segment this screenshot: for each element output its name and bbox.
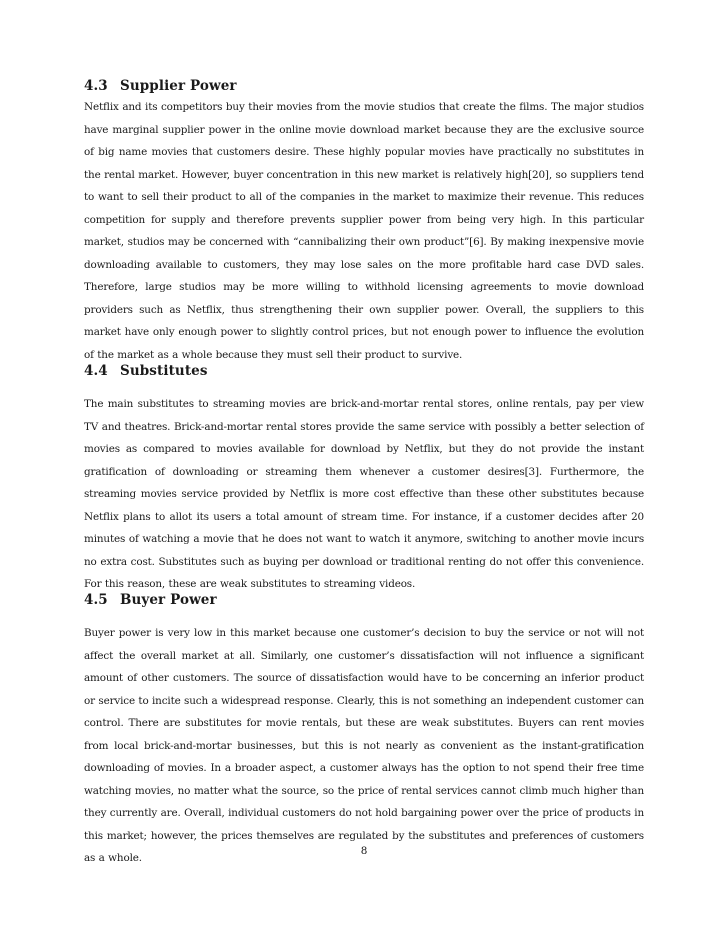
paragraph-supplier-power: Netflix and its competitors buy their movies from the movie studios that create the films. The major studios have marginal supplier power in the online movie download market because they are the exclusive source of big name movies that customers desire. These highly popular movies have practically no substitutes in the rental market. However, buyer concentration in this new market is relatively high[20], so suppliers tend to want to sell their product to all of the companies in the market to maximize their revenue. This reduces competition for supply and therefore prevents supplier power from being very high. In this particular market, studios may be concerned with “cannibalizing their own product”[6]. By making inexpensive movie downloading available to customers, they may lose sales on the more profitable hard case DVD sales. Therefore, large studios may be more willing to withhold licensing agreements to movie download providers such as Netflix, thus strengthening their own supplier power. Overall, the suppliers to this market have only enough power to slightly control prices, but not enough power to influence the evolution of the market as a whole because they must sell their product to survive. xyxy=(84,101,644,361)
section-title: Substitutes xyxy=(120,363,208,379)
section-number: 4.5 xyxy=(84,592,108,608)
section-heading-buyer-power xyxy=(84,592,217,608)
section-title: Supplier Power xyxy=(120,78,237,94)
section-number: 4.4 xyxy=(84,363,108,379)
section-heading-substitutes xyxy=(84,363,208,379)
section-heading-supplier-power xyxy=(84,78,237,94)
paragraph-substitutes: The main substitutes to streaming movies are brick-and-mortar rental stores, online rentals, pay per view TV and theatres. Brick-and-mortar rental stores provide the same service with possibly a better selection of movies as compared to movies available for download by Netflix, but they do not provide the instant gratification of downloading or streaming them whenever a customer desires[3]. Furthermore, the streaming movies service provided by Netflix is more cost effective than these other substitutes because Netflix plans to allot its users a total amount of stream time. For instance, if a customer decides after 20 minutes of watching a movie that he does not want to watch it anymore, switching to another movie incurs no extra cost. Substitutes such as buying per download or traditional renting do not offer this convenience. For this reason, these are weak substitutes to streaming videos. xyxy=(84,398,644,590)
paragraph-buyer-power: Buyer power is very low in this market because one customer’s decision to buy the service or not will not affect the overall market at all. Similarly, one customer’s dissatisfaction will not influence a significant amount of other customers. The source of dissatisfaction would have to be concerning an inferior product or service to incite such a widespread response. Clearly, this is not something an independent customer can control. There are substitutes for movie rentals, but these are weak substitutes. Buyers can rent movies from local brick-and-mortar businesses, but this is not nearly as convenient as the instant-gratification downloading of movies. In a broader aspect, a customer always has the option to not spend their free time watching movies, no matter what the source, so the price of rental services cannot climb much higher than they currently are. Overall, individual customers do not hold bargaining power over the price of products in this market; however, the prices themselves are regulated by the substitutes and preferences of customers as a whole. xyxy=(84,627,644,864)
section-number: 4.3 xyxy=(84,78,108,94)
section-title: Buyer Power xyxy=(120,592,217,608)
page-number: 8 xyxy=(360,845,368,857)
